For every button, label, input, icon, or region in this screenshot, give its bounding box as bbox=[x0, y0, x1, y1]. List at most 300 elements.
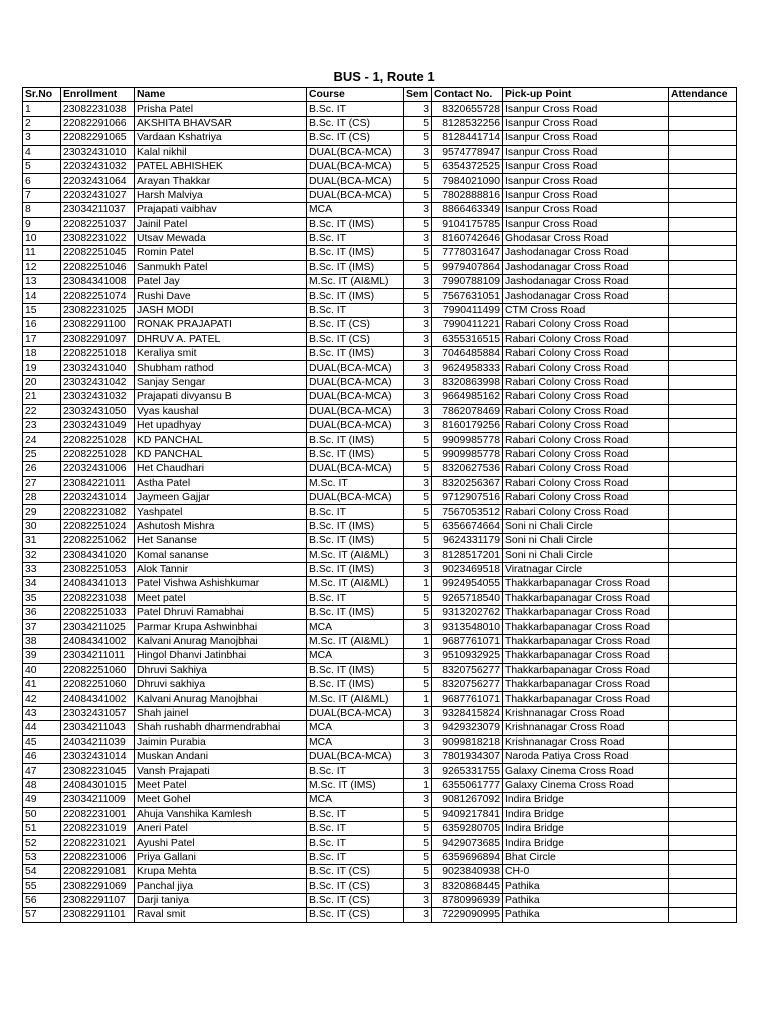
table-row bbox=[23, 606, 737, 620]
cell-sem: 3 bbox=[404, 749, 432, 763]
table-row bbox=[23, 462, 737, 476]
header-row bbox=[23, 88, 737, 102]
cell-attendance bbox=[669, 663, 737, 677]
cell-course: B.Sc. IT (CS) bbox=[307, 131, 404, 145]
table-row bbox=[23, 735, 737, 749]
cell-sem: 3 bbox=[404, 548, 432, 562]
cell-name: Vardaan Kshatriya bbox=[135, 131, 307, 145]
cell-course: B.Sc. IT bbox=[307, 836, 404, 850]
cell-enrollment: 22082251037 bbox=[61, 217, 135, 231]
table-row bbox=[23, 865, 737, 879]
cell-pickup: CH-0 bbox=[503, 865, 669, 879]
table-row bbox=[23, 447, 737, 461]
cell-enrollment: 23084341020 bbox=[61, 548, 135, 562]
cell-sem: 3 bbox=[404, 145, 432, 159]
cell-name: Romin Patel bbox=[135, 246, 307, 260]
cell-srno: 23 bbox=[23, 418, 61, 432]
cell-pickup: Indira Bridge bbox=[503, 821, 669, 835]
cell-contact: 9081267092 bbox=[432, 793, 503, 807]
table-row bbox=[23, 749, 737, 763]
cell-pickup: Isanpur Cross Road bbox=[503, 159, 669, 173]
cell-enrollment: 23084341008 bbox=[61, 275, 135, 289]
cell-sem: 5 bbox=[404, 447, 432, 461]
cell-attendance bbox=[669, 821, 737, 835]
cell-course: B.Sc. IT (IMS) bbox=[307, 217, 404, 231]
cell-enrollment: 22082251033 bbox=[61, 606, 135, 620]
cell-attendance bbox=[669, 620, 737, 634]
cell-contact: 9624958333 bbox=[432, 361, 503, 375]
table-row bbox=[23, 591, 737, 605]
table-row bbox=[23, 145, 737, 159]
cell-name: Jainil Patel bbox=[135, 217, 307, 231]
cell-course: B.Sc. IT bbox=[307, 764, 404, 778]
cell-contact: 9265331755 bbox=[432, 764, 503, 778]
cell-name: PATEL ABHISHEK bbox=[135, 159, 307, 173]
cell-name: Prisha Patel bbox=[135, 102, 307, 116]
header-name: Name bbox=[135, 88, 307, 102]
cell-pickup: Rabari Colony Cross Road bbox=[503, 505, 669, 519]
cell-attendance bbox=[669, 404, 737, 418]
cell-attendance bbox=[669, 793, 737, 807]
cell-pickup: Krishnanagar Cross Road bbox=[503, 706, 669, 720]
cell-name: Arayan Thakkar bbox=[135, 174, 307, 188]
roster-body bbox=[23, 102, 737, 922]
cell-contact: 7046485884 bbox=[432, 347, 503, 361]
table-row bbox=[23, 303, 737, 317]
cell-course: B.Sc. IT (IMS) bbox=[307, 562, 404, 576]
cell-course: DUAL(BCA-MCA) bbox=[307, 418, 404, 432]
cell-name: Kalvani Anurag Manojbhai bbox=[135, 692, 307, 706]
table-row bbox=[23, 620, 737, 634]
cell-course: MCA bbox=[307, 721, 404, 735]
table-row bbox=[23, 131, 737, 145]
table-row bbox=[23, 778, 737, 792]
cell-enrollment: 22082251024 bbox=[61, 519, 135, 533]
cell-contact: 8320627536 bbox=[432, 462, 503, 476]
cell-name: Priya Gallani bbox=[135, 850, 307, 864]
cell-pickup: Indira Bridge bbox=[503, 793, 669, 807]
cell-enrollment: 22082231019 bbox=[61, 821, 135, 835]
cell-course: B.Sc. IT (CS) bbox=[307, 893, 404, 907]
table-row bbox=[23, 375, 737, 389]
cell-pickup: Soni ni Chali Circle bbox=[503, 519, 669, 533]
table-row bbox=[23, 850, 737, 864]
cell-contact: 9687761071 bbox=[432, 634, 503, 648]
cell-pickup: Rabari Colony Cross Road bbox=[503, 418, 669, 432]
cell-sem: 5 bbox=[404, 131, 432, 145]
cell-contact: 9023840938 bbox=[432, 865, 503, 879]
cell-pickup: Thakkarbapanagar Cross Road bbox=[503, 663, 669, 677]
cell-name: Harsh Malviya bbox=[135, 188, 307, 202]
cell-course: M.Sc. IT (AI&ML) bbox=[307, 634, 404, 648]
cell-contact: 7990788109 bbox=[432, 275, 503, 289]
cell-contact: 6354372525 bbox=[432, 159, 503, 173]
cell-srno: 12 bbox=[23, 260, 61, 274]
cell-enrollment: 22082251062 bbox=[61, 534, 135, 548]
cell-course: M.Sc. IT (AI&ML) bbox=[307, 275, 404, 289]
cell-attendance bbox=[669, 490, 737, 504]
table-row bbox=[23, 879, 737, 893]
cell-enrollment: 22082291081 bbox=[61, 865, 135, 879]
cell-course: DUAL(BCA-MCA) bbox=[307, 490, 404, 504]
cell-sem: 3 bbox=[404, 390, 432, 404]
cell-name: Patel Vishwa Ashishkumar bbox=[135, 577, 307, 591]
cell-course: B.Sc. IT bbox=[307, 591, 404, 605]
cell-pickup: Isanpur Cross Road bbox=[503, 203, 669, 217]
table-row bbox=[23, 174, 737, 188]
cell-contact: 7802888816 bbox=[432, 188, 503, 202]
cell-course: B.Sc. IT bbox=[307, 231, 404, 245]
cell-enrollment: 24084341002 bbox=[61, 634, 135, 648]
cell-sem: 5 bbox=[404, 289, 432, 303]
cell-contact: 9313202762 bbox=[432, 606, 503, 620]
cell-sem: 3 bbox=[404, 620, 432, 634]
cell-contact: 7990411499 bbox=[432, 303, 503, 317]
cell-course: MCA bbox=[307, 649, 404, 663]
cell-attendance bbox=[669, 778, 737, 792]
cell-course: B.Sc. IT (CS) bbox=[307, 908, 404, 922]
cell-enrollment: 23032431057 bbox=[61, 706, 135, 720]
cell-course: B.Sc. IT bbox=[307, 850, 404, 864]
cell-name: Meet patel bbox=[135, 591, 307, 605]
cell-pickup: Krishnanagar Cross Road bbox=[503, 735, 669, 749]
table-row bbox=[23, 476, 737, 490]
cell-sem: 3 bbox=[404, 735, 432, 749]
cell-contact: 9664985162 bbox=[432, 390, 503, 404]
cell-contact: 9624331179 bbox=[432, 534, 503, 548]
cell-attendance bbox=[669, 217, 737, 231]
table-row bbox=[23, 562, 737, 576]
cell-srno: 11 bbox=[23, 246, 61, 260]
cell-name: DHRUV A. PATEL bbox=[135, 332, 307, 346]
cell-attendance bbox=[669, 865, 737, 879]
cell-srno: 38 bbox=[23, 634, 61, 648]
cell-sem: 3 bbox=[404, 476, 432, 490]
cell-enrollment: 23082231045 bbox=[61, 764, 135, 778]
cell-pickup: Jashodanagar Cross Road bbox=[503, 275, 669, 289]
cell-attendance bbox=[669, 850, 737, 864]
cell-srno: 43 bbox=[23, 706, 61, 720]
table-row bbox=[23, 404, 737, 418]
cell-contact: 9429323079 bbox=[432, 721, 503, 735]
cell-contact: 9979407864 bbox=[432, 260, 503, 274]
cell-pickup: Soni ni Chali Circle bbox=[503, 548, 669, 562]
cell-name: RONAK PRAJAPATI bbox=[135, 318, 307, 332]
cell-srno: 41 bbox=[23, 678, 61, 692]
cell-contact: 9429073685 bbox=[432, 836, 503, 850]
cell-pickup: Krishnanagar Cross Road bbox=[503, 721, 669, 735]
cell-attendance bbox=[669, 476, 737, 490]
table-row bbox=[23, 908, 737, 922]
cell-course: DUAL(BCA-MCA) bbox=[307, 375, 404, 389]
cell-sem: 1 bbox=[404, 778, 432, 792]
cell-attendance bbox=[669, 116, 737, 130]
cell-pickup: Viratnagar Circle bbox=[503, 562, 669, 576]
cell-attendance bbox=[669, 807, 737, 821]
cell-name: Sanmukh Patel bbox=[135, 260, 307, 274]
cell-srno: 5 bbox=[23, 159, 61, 173]
cell-contact: 7984021090 bbox=[432, 174, 503, 188]
header-pickup: Pick-up Point bbox=[503, 88, 669, 102]
table-row bbox=[23, 231, 737, 245]
cell-attendance bbox=[669, 318, 737, 332]
cell-enrollment: 23034211011 bbox=[61, 649, 135, 663]
cell-course: DUAL(BCA-MCA) bbox=[307, 462, 404, 476]
table-row bbox=[23, 289, 737, 303]
cell-pickup: Rabari Colony Cross Road bbox=[503, 347, 669, 361]
cell-srno: 9 bbox=[23, 217, 61, 231]
cell-course: M.Sc. IT (AI&ML) bbox=[307, 692, 404, 706]
cell-pickup: Rabari Colony Cross Road bbox=[503, 361, 669, 375]
cell-course: B.Sc. IT (IMS) bbox=[307, 289, 404, 303]
cell-sem: 3 bbox=[404, 332, 432, 346]
cell-attendance bbox=[669, 893, 737, 907]
cell-enrollment: 22082291066 bbox=[61, 116, 135, 130]
cell-contact: 9313548010 bbox=[432, 620, 503, 634]
cell-pickup: Pathika bbox=[503, 908, 669, 922]
cell-attendance bbox=[669, 131, 737, 145]
cell-enrollment: 22082251018 bbox=[61, 347, 135, 361]
cell-srno: 1 bbox=[23, 102, 61, 116]
cell-contact: 8320655728 bbox=[432, 102, 503, 116]
cell-enrollment: 22082291065 bbox=[61, 131, 135, 145]
cell-course: DUAL(BCA-MCA) bbox=[307, 145, 404, 159]
cell-course: B.Sc. IT (CS) bbox=[307, 865, 404, 879]
cell-course: M.Sc. IT (AI&ML) bbox=[307, 548, 404, 562]
cell-pickup: Ghodasar Cross Road bbox=[503, 231, 669, 245]
table-row bbox=[23, 102, 737, 116]
cell-pickup: CTM Cross Road bbox=[503, 303, 669, 317]
cell-pickup: Thakkarbapanagar Cross Road bbox=[503, 692, 669, 706]
cell-pickup: Naroda Patiya Cross Road bbox=[503, 749, 669, 763]
cell-pickup: Isanpur Cross Road bbox=[503, 145, 669, 159]
cell-srno: 52 bbox=[23, 836, 61, 850]
cell-contact: 8128517201 bbox=[432, 548, 503, 562]
cell-course: DUAL(BCA-MCA) bbox=[307, 706, 404, 720]
cell-srno: 26 bbox=[23, 462, 61, 476]
cell-attendance bbox=[669, 462, 737, 476]
table-row bbox=[23, 332, 737, 346]
cell-name: JASH MODI bbox=[135, 303, 307, 317]
cell-srno: 54 bbox=[23, 865, 61, 879]
table-row bbox=[23, 634, 737, 648]
cell-attendance bbox=[669, 159, 737, 173]
cell-contact: 8160742646 bbox=[432, 231, 503, 245]
cell-srno: 31 bbox=[23, 534, 61, 548]
cell-course: B.Sc. IT (IMS) bbox=[307, 260, 404, 274]
cell-srno: 56 bbox=[23, 893, 61, 907]
cell-srno: 48 bbox=[23, 778, 61, 792]
cell-srno: 10 bbox=[23, 231, 61, 245]
cell-contact: 8320756277 bbox=[432, 663, 503, 677]
cell-attendance bbox=[669, 749, 737, 763]
cell-attendance bbox=[669, 634, 737, 648]
cell-sem: 1 bbox=[404, 577, 432, 591]
cell-enrollment: 22032431032 bbox=[61, 159, 135, 173]
cell-enrollment: 23032431049 bbox=[61, 418, 135, 432]
cell-srno: 51 bbox=[23, 821, 61, 835]
cell-srno: 57 bbox=[23, 908, 61, 922]
cell-course: DUAL(BCA-MCA) bbox=[307, 749, 404, 763]
header-contact: Contact No. bbox=[432, 88, 503, 102]
table-row bbox=[23, 318, 737, 332]
cell-srno: 50 bbox=[23, 807, 61, 821]
cell-sem: 3 bbox=[404, 721, 432, 735]
cell-sem: 3 bbox=[404, 303, 432, 317]
cell-attendance bbox=[669, 447, 737, 461]
cell-name: Jaimin Purabia bbox=[135, 735, 307, 749]
cell-name: Ahuja Vanshika Kamlesh bbox=[135, 807, 307, 821]
cell-name: Krupa Mehta bbox=[135, 865, 307, 879]
cell-attendance bbox=[669, 361, 737, 375]
cell-name: Aneri Patel bbox=[135, 821, 307, 835]
cell-srno: 34 bbox=[23, 577, 61, 591]
table-row bbox=[23, 548, 737, 562]
cell-course: B.Sc. IT (IMS) bbox=[307, 519, 404, 533]
table-row bbox=[23, 663, 737, 677]
cell-attendance bbox=[669, 721, 737, 735]
cell-sem: 3 bbox=[404, 793, 432, 807]
table-row bbox=[23, 159, 737, 173]
cell-srno: 7 bbox=[23, 188, 61, 202]
cell-course: DUAL(BCA-MCA) bbox=[307, 174, 404, 188]
cell-pickup: Rabari Colony Cross Road bbox=[503, 447, 669, 461]
cell-attendance bbox=[669, 692, 737, 706]
cell-srno: 18 bbox=[23, 347, 61, 361]
cell-attendance bbox=[669, 519, 737, 533]
cell-pickup: Rabari Colony Cross Road bbox=[503, 375, 669, 389]
cell-attendance bbox=[669, 649, 737, 663]
cell-contact: 7778031647 bbox=[432, 246, 503, 260]
cell-attendance bbox=[669, 375, 737, 389]
table-row bbox=[23, 390, 737, 404]
cell-attendance bbox=[669, 505, 737, 519]
table-row bbox=[23, 649, 737, 663]
cell-srno: 8 bbox=[23, 203, 61, 217]
cell-enrollment: 22082231001 bbox=[61, 807, 135, 821]
cell-enrollment: 23082251053 bbox=[61, 562, 135, 576]
cell-pickup: Thakkarbapanagar Cross Road bbox=[503, 577, 669, 591]
cell-pickup: Isanpur Cross Road bbox=[503, 174, 669, 188]
cell-name: Alok Tannir bbox=[135, 562, 307, 576]
table-row bbox=[23, 836, 737, 850]
cell-enrollment: 23034211025 bbox=[61, 620, 135, 634]
cell-contact: 9104175785 bbox=[432, 217, 503, 231]
cell-enrollment: 23082231025 bbox=[61, 303, 135, 317]
cell-contact: 8780996939 bbox=[432, 893, 503, 907]
cell-name: Yashpatel bbox=[135, 505, 307, 519]
cell-enrollment: 23032431014 bbox=[61, 749, 135, 763]
cell-sem: 3 bbox=[404, 706, 432, 720]
header-srno: Sr.No bbox=[23, 88, 61, 102]
cell-sem: 5 bbox=[404, 865, 432, 879]
cell-name: Dhruvi sakhiya bbox=[135, 678, 307, 692]
cell-course: B.Sc. IT bbox=[307, 102, 404, 116]
cell-pickup: Rabari Colony Cross Road bbox=[503, 390, 669, 404]
cell-enrollment: 23032431032 bbox=[61, 390, 135, 404]
cell-enrollment: 23082231022 bbox=[61, 231, 135, 245]
cell-pickup: Rabari Colony Cross Road bbox=[503, 404, 669, 418]
cell-course: B.Sc. IT (IMS) bbox=[307, 534, 404, 548]
cell-name: Prajapati vaibhav bbox=[135, 203, 307, 217]
cell-attendance bbox=[669, 562, 737, 576]
cell-name: Ayushi Patel bbox=[135, 836, 307, 850]
cell-srno: 16 bbox=[23, 318, 61, 332]
cell-course: DUAL(BCA-MCA) bbox=[307, 404, 404, 418]
cell-srno: 22 bbox=[23, 404, 61, 418]
cell-enrollment: 23032431010 bbox=[61, 145, 135, 159]
cell-pickup: Thakkarbapanagar Cross Road bbox=[503, 591, 669, 605]
cell-enrollment: 22082231006 bbox=[61, 850, 135, 864]
cell-srno: 35 bbox=[23, 591, 61, 605]
cell-enrollment: 23082291101 bbox=[61, 908, 135, 922]
cell-enrollment: 23084221011 bbox=[61, 476, 135, 490]
cell-pickup: Jashodanagar Cross Road bbox=[503, 289, 669, 303]
cell-enrollment: 22082251028 bbox=[61, 433, 135, 447]
cell-sem: 5 bbox=[404, 462, 432, 476]
cell-attendance bbox=[669, 188, 737, 202]
cell-attendance bbox=[669, 534, 737, 548]
cell-srno: 30 bbox=[23, 519, 61, 533]
table-row bbox=[23, 188, 737, 202]
cell-course: B.Sc. IT (CS) bbox=[307, 318, 404, 332]
cell-name: Vyas kaushal bbox=[135, 404, 307, 418]
table-row bbox=[23, 807, 737, 821]
cell-contact: 9099818218 bbox=[432, 735, 503, 749]
cell-name: Het upadhyay bbox=[135, 418, 307, 432]
cell-sem: 5 bbox=[404, 490, 432, 504]
table-row bbox=[23, 577, 737, 591]
cell-pickup: Isanpur Cross Road bbox=[503, 131, 669, 145]
cell-sem: 5 bbox=[404, 663, 432, 677]
table-row bbox=[23, 275, 737, 289]
cell-sem: 5 bbox=[404, 821, 432, 835]
cell-contact: 8866463349 bbox=[432, 203, 503, 217]
cell-enrollment: 23082231038 bbox=[61, 102, 135, 116]
cell-srno: 6 bbox=[23, 174, 61, 188]
bus-roster-table bbox=[22, 87, 737, 923]
cell-attendance bbox=[669, 303, 737, 317]
cell-srno: 40 bbox=[23, 663, 61, 677]
cell-attendance bbox=[669, 260, 737, 274]
cell-contact: 7229090995 bbox=[432, 908, 503, 922]
cell-enrollment: 23032431040 bbox=[61, 361, 135, 375]
cell-sem: 3 bbox=[404, 361, 432, 375]
cell-srno: 44 bbox=[23, 721, 61, 735]
cell-enrollment: 24084341002 bbox=[61, 692, 135, 706]
table-row bbox=[23, 217, 737, 231]
cell-contact: 6355061777 bbox=[432, 778, 503, 792]
table-row bbox=[23, 418, 737, 432]
cell-sem: 3 bbox=[404, 347, 432, 361]
cell-course: B.Sc. IT (IMS) bbox=[307, 347, 404, 361]
cell-pickup: Thakkarbapanagar Cross Road bbox=[503, 678, 669, 692]
header-sem: Sem bbox=[404, 88, 432, 102]
cell-pickup: Galaxy Cinema Cross Road bbox=[503, 778, 669, 792]
cell-name: Prajapati divyansu B bbox=[135, 390, 307, 404]
cell-enrollment: 22082251074 bbox=[61, 289, 135, 303]
cell-name: Vansh Prajapati bbox=[135, 764, 307, 778]
cell-contact: 9510932925 bbox=[432, 649, 503, 663]
cell-name: KD PANCHAL bbox=[135, 447, 307, 461]
cell-name: Kalvani Anurag Manojbhai bbox=[135, 634, 307, 648]
cell-contact: 8320256367 bbox=[432, 476, 503, 490]
cell-enrollment: 24034211039 bbox=[61, 735, 135, 749]
cell-contact: 9265718540 bbox=[432, 591, 503, 605]
cell-contact: 9909985778 bbox=[432, 433, 503, 447]
cell-course: B.Sc. IT bbox=[307, 303, 404, 317]
cell-contact: 8128441714 bbox=[432, 131, 503, 145]
